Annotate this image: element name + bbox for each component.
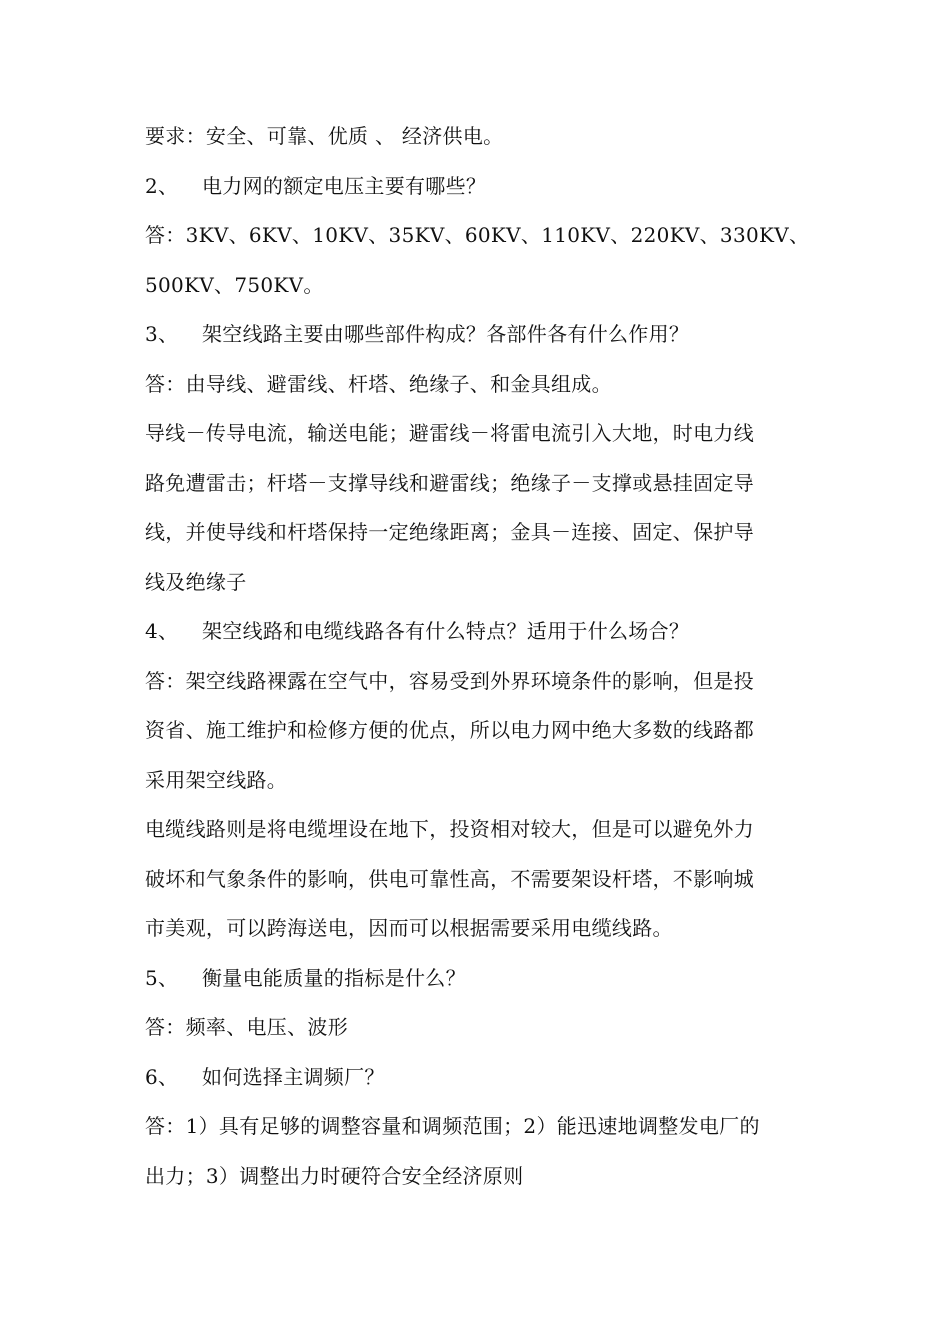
question-line <box>145 1053 813 1103</box>
text-line <box>145 112 813 162</box>
line-text: 答：3KV、6KV、10KV、35KV、60KV、110KV、220KV、330KV、 <box>145 223 810 247</box>
text-line <box>145 1003 813 1053</box>
line-text: 导线－传导电流，输送电能；避雷线－将雷电流引入大地，时电力线 <box>145 421 754 445</box>
text-line <box>145 756 813 806</box>
question-text: 电力网的额定电压主要有哪些？ <box>202 173 487 198</box>
line-text: 采用架空线路。 <box>145 767 288 792</box>
text-line <box>145 855 813 905</box>
text-line <box>145 1152 813 1202</box>
question-number: 5、 <box>145 965 179 990</box>
text-line <box>145 1102 813 1152</box>
line-text: 线及绝缘子 <box>145 569 247 594</box>
line-text: 500KV、750KV。 <box>145 272 324 297</box>
question-line <box>145 607 813 657</box>
line-text: 出力；3）调整出力时硬符合安全经济原则 <box>145 1163 524 1188</box>
text-line <box>145 508 813 558</box>
question-text: 如何选择主调频厂？ <box>202 1064 385 1089</box>
text-line <box>145 211 813 261</box>
text-line <box>145 558 813 608</box>
line-text: 市美观，可以跨海送电，因而可以根据需要采用电缆线路。 <box>145 916 673 940</box>
line-text: 路免遭雷击；杆塔－支撑导线和避雷线；绝缘子－支撑或悬挂固定导 <box>145 470 754 495</box>
question-line <box>145 310 813 360</box>
line-text: 破坏和气象条件的影响，供电可靠性高，不需要架设杆塔，不影响城 <box>145 866 754 891</box>
question-line <box>145 954 813 1004</box>
question-text: 架空线路主要由哪些部件构成？各部件各有什么作用？ <box>202 322 690 346</box>
question-text: 衡量电能质量的指标是什么？ <box>202 965 466 990</box>
line-text: 答：频率、电压、波形 <box>145 1015 348 1039</box>
text-line <box>145 261 813 311</box>
line-text: 答：1）具有足够的调整容量和调频范围；2）能迅速地调整发电厂的 <box>145 1114 760 1138</box>
document-body <box>145 112 813 1201</box>
line-text: 答：由导线、避雷线、杆塔、绝缘子、和金具组成。 <box>145 371 612 396</box>
text-line <box>145 360 813 410</box>
question-number: 6、 <box>145 1064 179 1089</box>
text-line <box>145 805 813 855</box>
question-text: 架空线路和电缆线路各有什么特点？适用于什么场合？ <box>202 619 690 643</box>
line-text: 要求：安全、可靠、优质 、 经济供电。 <box>145 124 504 148</box>
text-line <box>145 904 813 954</box>
question-number: 4、 <box>145 619 179 643</box>
line-text: 资省、施工维护和检修方便的优点，所以电力网中绝大多数的线路都 <box>145 718 754 742</box>
text-line <box>145 657 813 707</box>
question-number: 2、 <box>145 173 179 198</box>
text-line <box>145 706 813 756</box>
question-line <box>145 162 813 212</box>
question-number: 3、 <box>145 322 179 346</box>
line-text: 电缆线路则是将电缆埋设在地下，投资相对较大，但是可以避免外力 <box>145 817 754 841</box>
text-line <box>145 409 813 459</box>
line-text: 线，并使导线和杆塔保持一定绝缘距离；金具－连接、固定、保护导 <box>145 520 754 544</box>
text-line <box>145 459 813 509</box>
line-text: 答：架空线路裸露在空气中，容易受到外界环境条件的影响，但是投 <box>145 668 754 693</box>
